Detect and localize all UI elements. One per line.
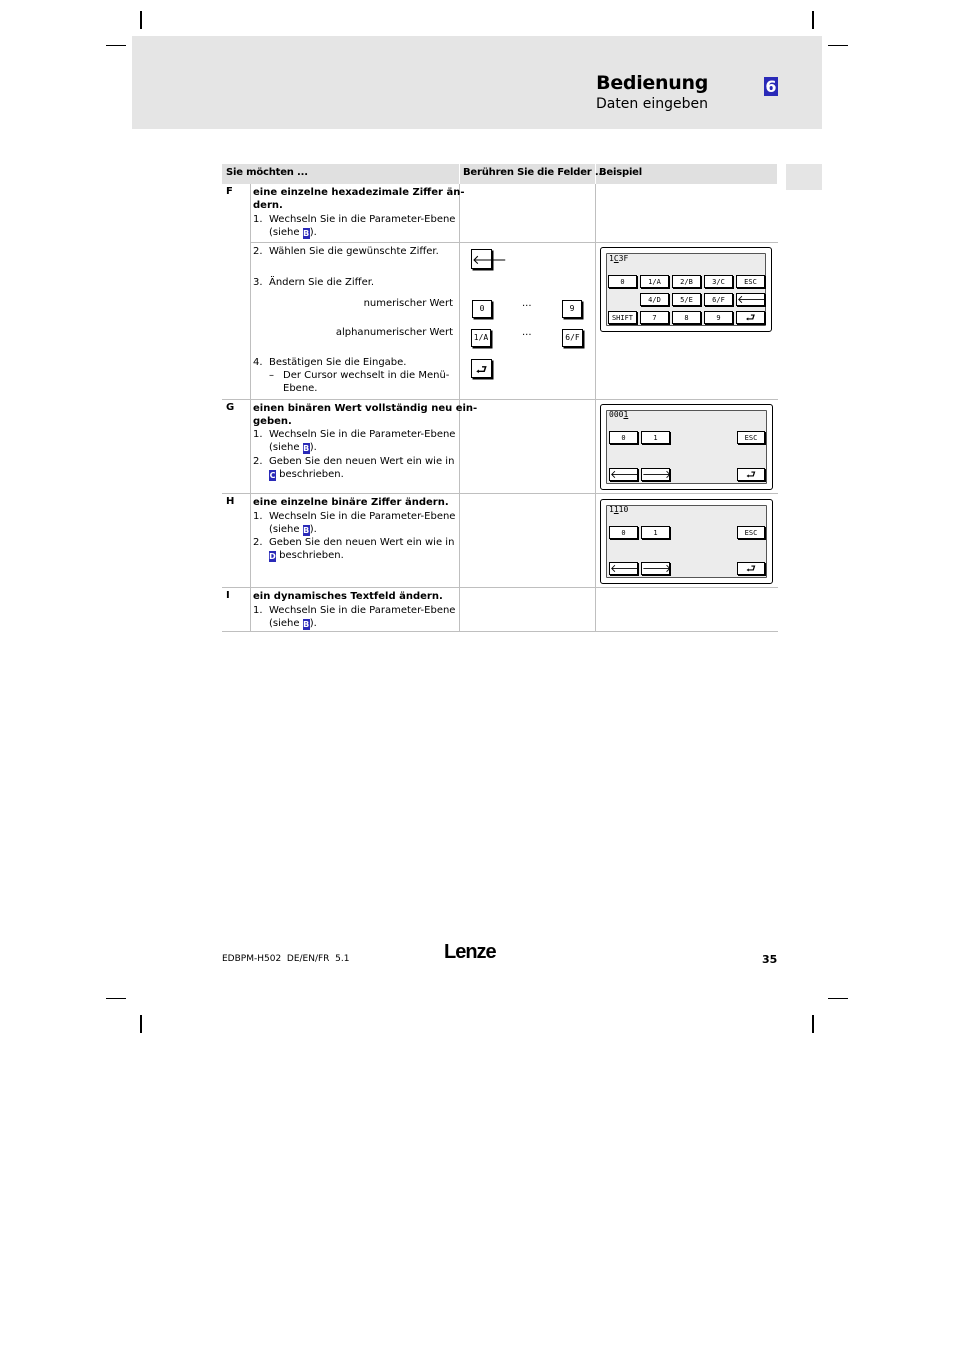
display-cursor-digit: 1 xyxy=(623,410,629,419)
crop-mark xyxy=(106,998,126,999)
ellipsis: ... xyxy=(522,298,532,309)
crop-mark xyxy=(828,45,848,46)
panel-key-esc[interactable]: ESC xyxy=(737,431,765,444)
row-g-step-2 xyxy=(253,455,454,481)
row-f-title-line: eine einzelne hexadezimale Ziffer än- xyxy=(253,187,465,198)
panel-key-8[interactable]: 8 xyxy=(672,311,701,324)
enter-key[interactable] xyxy=(471,359,492,378)
step-number: 1. xyxy=(253,605,263,616)
panel-key-shift[interactable]: SHIFT xyxy=(608,311,637,324)
page-number: 35 xyxy=(762,953,778,966)
chapter-badge[interactable]: 6 xyxy=(765,77,777,96)
page-subtitle: Daten eingeben xyxy=(595,96,708,112)
row-g-title-line: einen binären Wert vollständig neu ein- xyxy=(253,403,478,414)
step-number: 2. xyxy=(253,456,263,467)
reference-link[interactable]: B xyxy=(303,229,310,238)
panel-key-enter[interactable]: ⮐ xyxy=(737,562,765,575)
step-text: Wechseln Sie in die Parameter-Ebene xyxy=(269,214,456,225)
table-divider xyxy=(222,493,778,494)
panel-key-arrow-right[interactable]: 🡒 xyxy=(642,562,672,575)
panel-key-5e[interactable]: 5/E xyxy=(672,293,701,306)
step-text: beschrieben. xyxy=(276,469,344,480)
step-text: Ändern Sie die Ziffer. xyxy=(269,277,375,288)
display-value xyxy=(609,505,628,514)
panel-key-4d[interactable]: 4/D xyxy=(640,293,669,306)
row-f-title xyxy=(253,186,464,212)
numeric-value-label: numerischer Wert xyxy=(363,298,453,309)
step-text: (siehe xyxy=(269,442,303,453)
panel-key-1a[interactable]: 1/A xyxy=(640,275,669,288)
table-divider xyxy=(250,242,778,243)
step-text: Der Cursor wechselt in die Menü- xyxy=(283,370,450,381)
table-divider xyxy=(222,631,778,632)
display-digit: 000 xyxy=(609,410,624,419)
row-f-step-1 xyxy=(253,213,455,239)
step-number: 3. xyxy=(253,277,263,288)
step-number: 1. xyxy=(253,511,263,522)
column-header-goal: Sie möchten ... xyxy=(226,167,308,178)
panel-key-enter[interactable]: ⮐ xyxy=(737,468,765,481)
panel-key-esc[interactable]: ESC xyxy=(737,526,765,539)
arrow-left-icon: 🡐 xyxy=(472,253,507,268)
panel-key-0[interactable]: 0 xyxy=(608,275,637,288)
step-text: ). xyxy=(309,442,317,453)
display-digit: 3F xyxy=(618,254,629,263)
dash: – xyxy=(269,370,274,381)
step-text: (siehe xyxy=(269,524,303,535)
display-digit: 1 xyxy=(609,505,614,514)
keypad-panel-binary-1 xyxy=(600,404,773,490)
row-label-f: F xyxy=(226,186,233,197)
reference-link[interactable]: C xyxy=(269,471,276,480)
column-header-touch: Berühren Sie die Felder ... xyxy=(463,167,606,178)
row-g-step-1 xyxy=(253,428,455,454)
key-0[interactable]: 0 xyxy=(472,300,492,318)
step-text: (siehe xyxy=(269,618,303,629)
row-h-step-1 xyxy=(253,510,455,536)
crop-mark xyxy=(140,11,142,29)
ellipsis: ... xyxy=(522,327,532,338)
step-text: Ebene. xyxy=(283,383,318,394)
display-digit: 10 xyxy=(618,505,629,514)
panel-key-6f[interactable]: 6/F xyxy=(704,293,733,306)
keypad-panel-hex xyxy=(600,247,772,332)
key-6f[interactable]: 6/F xyxy=(562,329,583,347)
reference-link[interactable]: B xyxy=(303,526,310,535)
row-f-step-2 xyxy=(253,245,439,258)
row-f-step-3 xyxy=(253,276,374,289)
display-cursor-digit: 1 xyxy=(613,505,619,514)
panel-key-9[interactable]: 9 xyxy=(704,311,733,324)
step-number: 2. xyxy=(253,246,263,257)
panel-key-enter[interactable]: ⮐ xyxy=(736,311,765,324)
enter-icon: ⮐ xyxy=(475,363,488,378)
crop-mark xyxy=(812,11,814,29)
panel-key-arrow-left[interactable]: 🡐 xyxy=(610,468,640,481)
table-divider xyxy=(595,184,596,632)
row-g-title xyxy=(253,402,477,428)
panel-key-1[interactable]: 1 xyxy=(641,431,670,444)
reference-link[interactable]: D xyxy=(269,552,276,561)
reference-link[interactable]: B xyxy=(303,444,310,453)
page-title: Bedienung xyxy=(596,72,708,94)
step-text: ). xyxy=(309,618,317,629)
row-f-title-line: dern. xyxy=(253,200,283,211)
panel-key-1[interactable]: 1 xyxy=(641,526,670,539)
panel-key-arrow-right[interactable]: 🡒 xyxy=(642,468,672,481)
row-label-g: G xyxy=(226,402,235,413)
step-text: (siehe xyxy=(269,227,303,238)
step-text: Wählen Sie die gewünschte Ziffer. xyxy=(269,246,439,257)
arrow-left-key[interactable] xyxy=(471,249,507,269)
step-text: beschrieben. xyxy=(276,550,344,561)
step-number: 4. xyxy=(253,357,263,368)
row-i-step-1 xyxy=(253,604,455,630)
brand-logo: Lenze xyxy=(444,941,496,963)
row-i-title: ein dynamisches Textfeld ändern. xyxy=(253,591,443,602)
step-number: 1. xyxy=(253,214,263,225)
step-text: Wechseln Sie in die Parameter-Ebene xyxy=(269,429,456,440)
reference-link[interactable]: B xyxy=(303,620,310,629)
step-number: 2. xyxy=(253,537,263,548)
display-cursor-digit: C xyxy=(613,254,619,263)
table-divider xyxy=(222,399,778,400)
row-g-title-line: geben. xyxy=(253,416,292,427)
row-h-step-2 xyxy=(253,536,454,562)
panel-key-arrow-left[interactable]: 🡐 xyxy=(610,562,640,575)
alphanumeric-value-label: alphanumerischer Wert xyxy=(335,327,453,338)
display-digit: 1 xyxy=(609,254,614,263)
step-text: Geben Sie den neuen Wert ein wie in xyxy=(269,537,455,548)
display-value xyxy=(609,410,628,419)
step-text: Geben Sie den neuen Wert ein wie in xyxy=(269,456,455,467)
document-id: EDBPM-H502 DE/EN/FR 5.1 xyxy=(222,954,350,964)
step-number: 1. xyxy=(253,429,263,440)
step-text: Wechseln Sie in die Parameter-Ebene xyxy=(269,605,456,616)
crop-mark xyxy=(812,1015,814,1033)
crop-mark xyxy=(106,45,126,46)
key-9[interactable]: 9 xyxy=(562,300,582,318)
side-tab xyxy=(786,164,822,190)
row-label-h: H xyxy=(226,496,235,507)
table-divider xyxy=(250,184,251,632)
crop-mark xyxy=(828,998,848,999)
row-f-step-4 xyxy=(253,356,449,395)
step-text: Bestätigen Sie die Eingabe. xyxy=(269,357,407,368)
panel-key-7[interactable]: 7 xyxy=(640,311,669,324)
step-text: ). xyxy=(309,227,317,238)
panel-key-arrow-left[interactable]: 🡐 xyxy=(737,293,767,306)
column-header-example: Beispiel xyxy=(599,167,642,178)
header-band xyxy=(132,36,822,129)
row-h-title: eine einzelne binäre Ziffer ändern. xyxy=(253,497,449,508)
key-1a[interactable]: 1/A xyxy=(471,329,491,347)
panel-key-0[interactable]: 0 xyxy=(609,431,638,444)
panel-key-esc[interactable]: ESC xyxy=(736,275,765,288)
keypad-panel-binary-2 xyxy=(600,499,773,584)
row-label-i: I xyxy=(226,590,230,601)
panel-key-0[interactable]: 0 xyxy=(609,526,638,539)
table-divider xyxy=(222,587,778,588)
panel-key-2b[interactable]: 2/B xyxy=(672,275,701,288)
step-text: ). xyxy=(309,524,317,535)
display-value xyxy=(609,254,628,263)
panel-key-3c[interactable]: 3/C xyxy=(704,275,733,288)
crop-mark xyxy=(140,1015,142,1033)
step-text: Wechseln Sie in die Parameter-Ebene xyxy=(269,511,456,522)
